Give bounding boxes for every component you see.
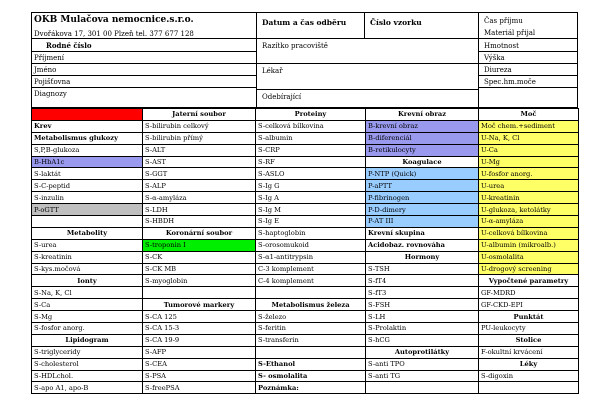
test-cell[interactable]: GF-MDRD [479,287,579,299]
test-cell[interactable]: S-fT3 [366,287,479,299]
test-cell[interactable]: U-celková bílkovina [479,227,579,239]
test-cell[interactable]: P-D-dimery [366,204,479,216]
table-row [32,263,579,275]
test-cell[interactable]: B-krevní obraz [366,120,479,132]
header-divider [364,13,365,38]
test-cell[interactable]: S-laktát [32,168,143,180]
table-row [32,311,579,323]
pojistovna-label: Pojišťovna [34,78,71,86]
razitko-label: Razítko pracoviště [262,42,328,50]
test-cell[interactable]: S-Mg [32,311,143,323]
test-cell[interactable]: S-anti TPO [366,358,479,370]
test-cell[interactable]: S-triglyceridy [32,346,143,358]
jmeno-label: Jméno [34,66,57,74]
test-cell[interactable]: U-albumin (mikroalb.) [479,239,579,251]
test-cell[interactable]: Moč chem.+sediment [479,120,579,132]
hospital-name: OKB Mulačova nemocnice.s.r.o. [34,15,194,25]
test-cell[interactable]: S-FSH [366,299,479,311]
test-cell[interactable]: S,P,B-glukoza [32,144,143,156]
test-cell[interactable]: Léky [479,358,579,370]
lekar-label: Lékař [262,67,283,75]
vyska-label: Výška [484,54,505,62]
statim-cell[interactable]: S T A T I M [32,109,143,121]
header-divider [478,13,479,107]
test-cell[interactable]: S-HDLchol. [32,370,143,382]
test-cell[interactable]: U-osmolalita [479,251,579,263]
table-row [32,168,579,180]
test-cell[interactable]: S-CA 15-3 [143,323,256,335]
table-row [32,144,579,156]
test-cell[interactable] [366,382,479,394]
header-divider [32,75,256,76]
test-cell[interactable]: S-Ethanol [256,358,366,370]
header-divider [478,75,577,76]
test-cell[interactable]: S-ALP [143,180,256,192]
test-cell[interactable]: B-HbA1c [32,156,143,168]
test-cell[interactable]: S-C-peptid [32,180,143,192]
test-cell[interactable]: S-bilirubin celkový [143,120,256,132]
test-cell[interactable]: P-AT III [366,216,479,228]
test-cell[interactable]: S-bilirubin přímý [143,132,256,144]
test-cell[interactable]: Poznámka: [256,382,366,394]
test-cell[interactable]: Punktát [479,311,579,323]
test-cell[interactable]: B-diferenciál [366,132,479,144]
test-cell[interactable] [256,287,366,299]
test-cell[interactable]: S- osmolalita [256,370,366,382]
test-cell[interactable]: S-albumin [256,132,366,144]
test-cell[interactable]: S-troponin I [143,239,256,251]
test-cell[interactable]: S-CA 19-9 [143,334,256,346]
test-cell[interactable]: S-GGT [143,168,256,180]
test-cell[interactable]: P-oGTT [32,204,143,216]
table-row [32,180,579,192]
test-cell[interactable]: Tumorové markery [143,299,256,311]
test-cell[interactable]: Ionty [32,275,143,287]
rodne-cislo-label: Rodné číslo [46,41,92,50]
test-cell[interactable]: Metabolismus železa [256,299,366,311]
test-cell[interactable]: U-glukoza, ketolátky [479,204,579,216]
test-cell[interactable]: S-orosomukoid [256,239,366,251]
test-cell[interactable]: S-Ig E [256,216,366,228]
table-row [32,251,579,263]
test-cell[interactable]: S-Ig G [256,180,366,192]
test-cell[interactable]: S-CK [143,251,256,263]
test-cell[interactable]: S-apo A1, apo-B [32,382,143,394]
header-divider [256,13,257,107]
test-cell[interactable]: S-ALT [143,144,256,156]
test-cell[interactable]: U-kreatinin [479,192,579,204]
test-cell[interactable]: U-Mg [479,156,579,168]
test-cell[interactable]: S-železo [256,311,366,323]
test-cell[interactable]: S-AST [143,156,256,168]
form-header [31,12,578,108]
test-cell[interactable]: S-freePSA [143,382,256,394]
datum-label: Datum a čas odběru [262,18,347,27]
test-cell[interactable]: S-digoxin [479,370,579,382]
test-cell[interactable]: Metabolismus glukozy [32,132,143,144]
test-cell[interactable]: S-cholesterol [32,358,143,370]
hmotnost-label: Hmotnost [484,42,519,50]
table-row [32,382,579,394]
header-divider [478,51,577,52]
test-cell[interactable]: S-kys.močová [32,263,143,275]
test-cell[interactable]: P-aPTT [366,180,479,192]
header-divider [478,87,577,88]
test-cell[interactable]: S-transferin [256,334,366,346]
diagnozy-label: Diagnozy [34,90,67,98]
test-cell[interactable]: P-NTP (Quick) [366,168,479,180]
test-cell[interactable]: Acidobaz. rovnováha [366,239,479,251]
test-cell[interactable]: Jaterní soubor [143,109,256,121]
cislo-vzorku-label: Číslo vzorku [370,18,422,27]
table-row [32,216,579,228]
test-cell[interactable]: S-feritin [256,323,366,335]
test-cell[interactable]: S-Ig M [256,204,366,216]
test-cell[interactable] [143,287,256,299]
test-cell[interactable]: F-okultní krvácení [479,346,579,358]
test-cell[interactable]: U-drogový screening [479,263,579,275]
table-row [32,346,579,358]
test-cell[interactable]: Koronární soubor [143,227,256,239]
table-row [32,132,579,144]
material-prijal-label: Materiál přijal [484,29,536,37]
odebirajici-label: Odebírající [262,93,302,101]
test-cell[interactable]: C-3 komplement [256,263,366,275]
test-cell[interactable]: S-Ca [32,299,143,311]
test-cell[interactable]: U-urea [479,180,579,192]
test-cell[interactable]: B-retikulocyty [366,144,479,156]
test-cell[interactable]: Moč [479,109,579,121]
test-cell[interactable]: U-Na, K, Cl [479,132,579,144]
table-row [32,323,579,335]
test-cell[interactable]: S-kreatinin [32,251,143,263]
header-divider [256,63,478,64]
test-cell[interactable]: S-α1-antitrypsin [256,251,366,263]
header-divider [32,63,256,64]
test-cell[interactable]: Autoprotilátky [366,346,479,358]
test-cell[interactable]: S-RF [256,156,366,168]
hospital-address: Dvořákova 17, 301 00 Plzeň tel. 377 677 128 [34,30,194,38]
table-row [32,204,579,216]
test-cell[interactable]: Koagulace [366,156,479,168]
test-cell[interactable]: U-α-amyláza [479,216,579,228]
table-row [32,334,579,346]
test-cell[interactable]: S-CK MB [143,263,256,275]
test-cell[interactable]: S-inzulin [32,192,143,204]
header-divider [32,51,256,52]
test-cell[interactable]: S-myoglobin [143,275,256,287]
test-cell[interactable]: S-CRP [256,144,366,156]
test-cell[interactable]: S-anti TG [366,370,479,382]
test-cell[interactable]: Krev [32,120,143,132]
test-cell[interactable]: S-urea [32,239,143,251]
header-divider [478,63,577,64]
cas-prijmu-label: Čas příjmu [484,17,523,25]
test-cell[interactable]: S-hCG [366,334,479,346]
table-row [32,109,579,121]
test-cell[interactable]: Metabolity [32,227,143,239]
table-row [32,120,579,132]
table-row [32,287,579,299]
table-row [32,192,579,204]
test-cell[interactable]: S-haptoglobin [256,227,366,239]
test-cell[interactable]: S-Ig A [256,192,366,204]
test-cell[interactable]: S-AFP [143,346,256,358]
test-cell[interactable]: Lipidogram [32,334,143,346]
test-order-table [31,108,579,394]
test-cell[interactable]: S-Prolaktin [366,323,479,335]
test-cell[interactable] [32,216,143,228]
diureza-label: Diureza [484,66,512,74]
test-cell[interactable]: Stolice [479,334,579,346]
spec-label: Spec.hm.moče [484,78,536,86]
test-cell[interactable]: S-HBDH [143,216,256,228]
test-cell[interactable]: Hormony [366,251,479,263]
test-cell[interactable] [479,382,579,394]
test-cell[interactable] [256,346,366,358]
table-row [32,370,579,382]
test-cell[interactable]: S-Na, K, Cl [32,287,143,299]
test-cell[interactable]: S-ASLO [256,168,366,180]
test-cell[interactable]: P-fibrinogen [366,192,479,204]
test-cell[interactable]: S-CA 125 [143,311,256,323]
test-cell[interactable]: PU-leukocyty [479,323,579,335]
test-cell[interactable]: S-fT4 [366,275,479,287]
table-row [32,156,579,168]
test-cell[interactable]: S-α-amyláza [143,192,256,204]
test-cell[interactable]: U-fosfor anorg. [479,168,579,180]
header-divider [256,89,478,90]
test-cell[interactable]: C-4 komplement [256,275,366,287]
test-cell[interactable]: GF-CKD-EPI [479,299,579,311]
test-cell[interactable]: S-celková bílkovina [256,120,366,132]
table-row [32,239,579,251]
test-cell[interactable]: S-TSH [366,263,479,275]
test-cell[interactable]: S-PSA [143,370,256,382]
test-cell[interactable]: Proteiny [256,109,366,121]
table-row [32,299,579,311]
test-cell[interactable]: S-LDH [143,204,256,216]
test-cell[interactable]: Vypočtené parametry [479,275,579,287]
test-cell[interactable]: Krevní obraz [366,109,479,121]
table-row [32,358,579,370]
prijmeni-label: Příjmení [34,54,64,62]
table-row [32,227,579,239]
test-cell[interactable]: S-LH [366,311,479,323]
header-divider [32,38,577,39]
test-cell[interactable]: S-fosfor anorg. [32,323,143,335]
test-cell[interactable]: S-CEA [143,358,256,370]
test-cell[interactable]: Krevní skupina [366,227,479,239]
table-row [32,275,579,287]
test-cell[interactable]: U-Ca [479,144,579,156]
header-divider [32,87,256,88]
